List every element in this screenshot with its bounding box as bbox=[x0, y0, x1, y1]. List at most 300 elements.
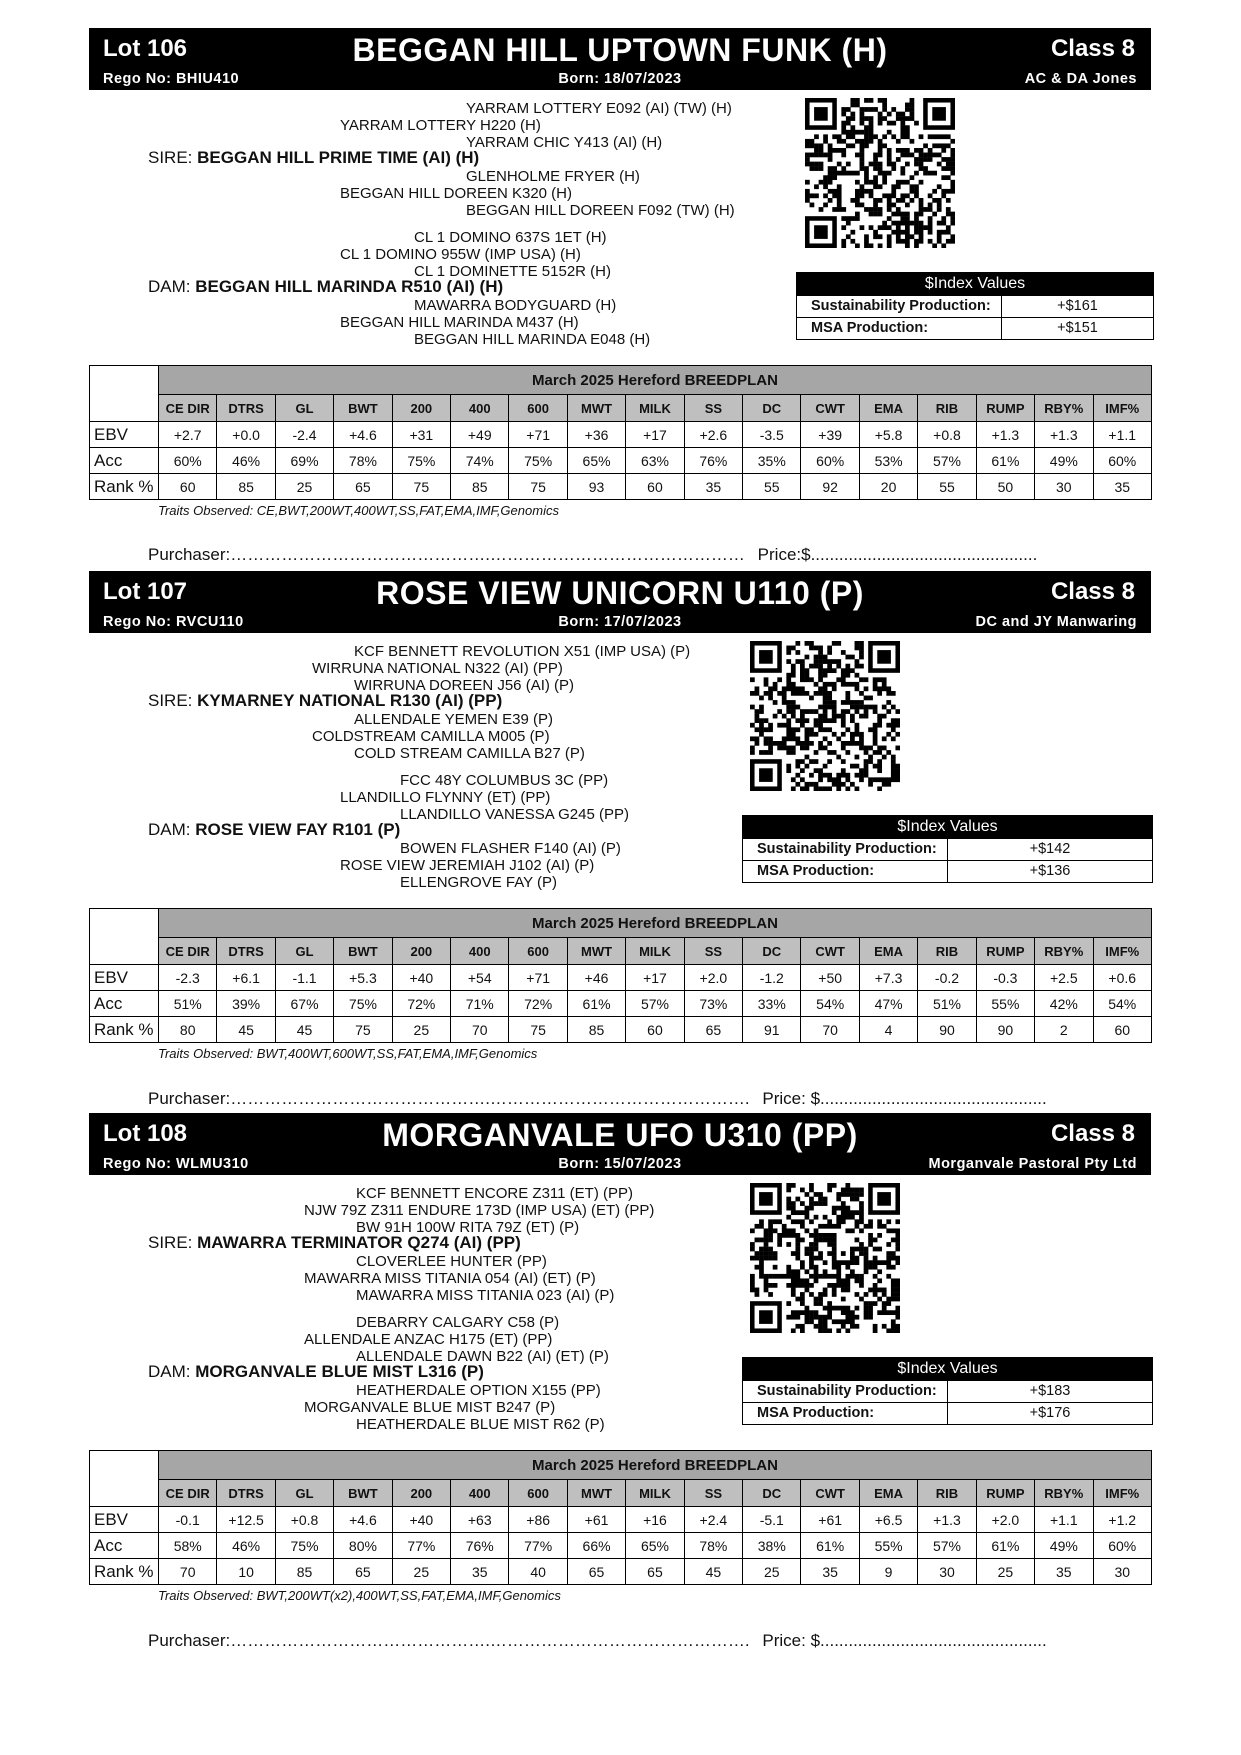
ebv-cell: +1.3 bbox=[918, 1507, 976, 1533]
acc-cell: 78% bbox=[684, 1533, 742, 1559]
column-header: IMF% bbox=[1093, 1480, 1152, 1507]
pedigree-sire-sire-sire: KCF BENNETT REVOLUTION X51 (IMP USA) (P) bbox=[354, 643, 691, 660]
column-header: SS bbox=[684, 938, 742, 965]
pedigree-dam-sire-dam: ALLENDALE DAWN B22 (AI) (ET) (P) bbox=[356, 1348, 609, 1365]
ebv-cell: +39 bbox=[801, 422, 859, 448]
rank-cell: 25 bbox=[275, 474, 333, 500]
row-ebv bbox=[90, 965, 1152, 991]
row-label: EBV bbox=[90, 1507, 159, 1533]
column-header: IMF% bbox=[1093, 395, 1152, 422]
rank-cell: 92 bbox=[801, 474, 859, 500]
acc-cell: 67% bbox=[275, 991, 333, 1017]
lot-card bbox=[0, 1113, 1241, 1661]
acc-cell: 65% bbox=[626, 1533, 684, 1559]
acc-cell: 80% bbox=[334, 1533, 392, 1559]
ebv-cell: +0.8 bbox=[275, 1507, 333, 1533]
rank-cell: 30 bbox=[1035, 474, 1093, 500]
ebv-cell: +54 bbox=[451, 965, 509, 991]
breedplan-title: March 2025 Hereford BREEDPLAN bbox=[159, 909, 1152, 938]
rank-cell: 10 bbox=[217, 1559, 275, 1585]
rank-cell: 30 bbox=[1093, 1559, 1152, 1585]
rank-cell: 60 bbox=[626, 1017, 684, 1043]
index-label: MSA Production: bbox=[743, 861, 948, 882]
acc-cell: 47% bbox=[859, 991, 917, 1017]
ebv-cell: +6.5 bbox=[859, 1507, 917, 1533]
row-label: Rank % bbox=[90, 474, 159, 500]
rank-cell: 85 bbox=[275, 1559, 333, 1585]
pedigree-sire-dam: COLDSTREAM CAMILLA M005 (P) bbox=[312, 728, 550, 745]
sire-name: BEGGAN HILL PRIME TIME (AI) (H) bbox=[197, 148, 480, 167]
pedigree-dam-dam: BEGGAN HILL MARINDA M437 (H) bbox=[340, 314, 579, 331]
ebv-cell: +0.8 bbox=[918, 422, 976, 448]
ebv-cell: +2.0 bbox=[684, 965, 742, 991]
ebv-cell: -2.4 bbox=[275, 422, 333, 448]
rank-cell: 9 bbox=[859, 1559, 917, 1585]
index-row-msa bbox=[743, 1402, 1152, 1424]
acc-cell: 51% bbox=[918, 991, 976, 1017]
ebv-cell: +2.5 bbox=[1035, 965, 1093, 991]
acc-cell: 60% bbox=[1093, 448, 1152, 474]
pedigree-sire bbox=[148, 149, 479, 166]
index-label: Sustainability Production: bbox=[743, 839, 948, 860]
breedplan-table bbox=[89, 1450, 1152, 1585]
rank-cell: 85 bbox=[567, 1017, 625, 1043]
ebv-cell: +2.7 bbox=[159, 422, 217, 448]
column-header: DTRS bbox=[217, 1480, 275, 1507]
ebv-cell: +16 bbox=[626, 1507, 684, 1533]
column-header: RIB bbox=[918, 1480, 976, 1507]
acc-cell: 57% bbox=[626, 991, 684, 1017]
pedigree-dam-sire-sire: FCC 48Y COLUMBUS 3C (PP) bbox=[400, 772, 609, 789]
row-label: EBV bbox=[90, 422, 159, 448]
pedigree-sire-dam-dam: BEGGAN HILL DOREEN F092 (TW) (H) bbox=[466, 202, 735, 219]
acc-cell: 49% bbox=[1035, 448, 1093, 474]
column-header: 400 bbox=[451, 1480, 509, 1507]
acc-cell: 46% bbox=[217, 448, 275, 474]
table-corner bbox=[90, 909, 159, 965]
acc-cell: 57% bbox=[918, 448, 976, 474]
acc-cell: 60% bbox=[159, 448, 217, 474]
pedigree-dam bbox=[148, 821, 400, 838]
rank-cell: 55 bbox=[743, 474, 801, 500]
price-field[interactable]: Price: $................................................ bbox=[762, 1631, 1047, 1650]
row-label: EBV bbox=[90, 965, 159, 991]
column-header: EMA bbox=[859, 938, 917, 965]
rank-cell: 75 bbox=[392, 474, 450, 500]
lot-number: Lot 106 bbox=[103, 35, 188, 62]
rego-number: Rego No: BHIU410 bbox=[103, 71, 240, 87]
ebv-cell: +71 bbox=[509, 965, 567, 991]
rank-cell: 35 bbox=[1035, 1559, 1093, 1585]
rank-cell: 40 bbox=[509, 1559, 567, 1585]
rank-cell: 70 bbox=[451, 1017, 509, 1043]
index-row-sustainability bbox=[743, 838, 1152, 860]
rank-cell: 60 bbox=[159, 474, 217, 500]
ebv-cell: +4.6 bbox=[334, 422, 392, 448]
acc-cell: 61% bbox=[567, 991, 625, 1017]
dam-name: ROSE VIEW FAY R101 (P) bbox=[195, 820, 401, 839]
column-header: 400 bbox=[451, 395, 509, 422]
rank-cell: 25 bbox=[392, 1559, 450, 1585]
class-label: Class 8 bbox=[1050, 578, 1135, 605]
dam-name: BEGGAN HILL MARINDA R510 (AI) (H) bbox=[195, 277, 504, 296]
pedigree-sire-sire-sire: YARRAM LOTTERY E092 (AI) (TW) (H) bbox=[466, 100, 732, 117]
row-rank bbox=[90, 1017, 1152, 1043]
ebv-cell: -3.5 bbox=[743, 422, 801, 448]
acc-cell: 76% bbox=[684, 448, 742, 474]
class-label: Class 8 bbox=[1050, 35, 1135, 62]
column-header: MILK bbox=[626, 938, 684, 965]
rank-cell: 25 bbox=[743, 1559, 801, 1585]
pedigree-sire-sire: WIRRUNA NATIONAL N322 (AI) (PP) bbox=[312, 660, 563, 677]
pedigree-sire-dam-sire: CLOVERLEE HUNTER (PP) bbox=[356, 1253, 547, 1270]
pedigree-sire-sire-dam: YARRAM CHIC Y413 (AI) (H) bbox=[466, 134, 663, 151]
lot-header bbox=[89, 1113, 1151, 1175]
acc-cell: 60% bbox=[1093, 1533, 1152, 1559]
acc-cell: 69% bbox=[275, 448, 333, 474]
rank-cell: 50 bbox=[976, 474, 1034, 500]
index-title: $Index Values bbox=[743, 1358, 1152, 1380]
pedigree-dam-sire-sire: DEBARRY CALGARY C58 (P) bbox=[356, 1314, 560, 1331]
column-header: DC bbox=[743, 938, 801, 965]
rank-cell: 85 bbox=[217, 474, 275, 500]
rank-cell: 45 bbox=[684, 1559, 742, 1585]
column-header: 600 bbox=[509, 395, 567, 422]
lot-number: Lot 108 bbox=[103, 1120, 188, 1147]
ebv-cell: +49 bbox=[451, 422, 509, 448]
ebv-cell: +86 bbox=[509, 1507, 567, 1533]
rank-cell: 20 bbox=[859, 474, 917, 500]
ebv-cell: +17 bbox=[626, 965, 684, 991]
pedigree-sire bbox=[148, 1234, 521, 1251]
column-header: DC bbox=[743, 1480, 801, 1507]
row-label: Acc bbox=[90, 1533, 159, 1559]
pedigree-dam-sire-dam: LLANDILLO VANESSA G245 (PP) bbox=[400, 806, 629, 823]
rank-cell: 35 bbox=[1093, 474, 1152, 500]
index-value: +$151 bbox=[1057, 320, 1098, 336]
row-rank bbox=[90, 1559, 1152, 1585]
pedigree-sire-dam-sire: GLENHOLME FRYER (H) bbox=[466, 168, 640, 185]
acc-cell: 49% bbox=[1035, 1533, 1093, 1559]
rank-cell: 35 bbox=[684, 474, 742, 500]
rank-cell: 60 bbox=[1093, 1017, 1152, 1043]
index-label: MSA Production: bbox=[797, 318, 1002, 339]
pedigree-sire-sire: YARRAM LOTTERY H220 (H) bbox=[340, 117, 541, 134]
acc-cell: 51% bbox=[159, 991, 217, 1017]
column-header: RUMP bbox=[976, 395, 1034, 422]
owner-name: Morganvale Pastoral Pty Ltd bbox=[928, 1156, 1137, 1172]
index-title: $Index Values bbox=[743, 816, 1152, 838]
acc-cell: 72% bbox=[509, 991, 567, 1017]
breedplan-title: March 2025 Hereford BREEDPLAN bbox=[159, 366, 1152, 395]
pedigree-sire-dam-sire: ALLENDALE YEMEN E39 (P) bbox=[354, 711, 553, 728]
ebv-cell: +0.0 bbox=[217, 422, 275, 448]
acc-cell: 74% bbox=[451, 448, 509, 474]
ebv-cell: +2.4 bbox=[684, 1507, 742, 1533]
pedigree-sire-sire-dam: WIRRUNA DOREEN J56 (AI) (P) bbox=[354, 677, 575, 694]
rank-cell: 30 bbox=[918, 1559, 976, 1585]
rank-cell: 35 bbox=[451, 1559, 509, 1585]
purchaser-field[interactable]: Purchaser:……………………………………….………………………………………. bbox=[148, 1089, 750, 1108]
rank-cell: 25 bbox=[392, 1017, 450, 1043]
pedigree-sire-sire-dam: BW 91H 100W RITA 79Z (ET) (P) bbox=[356, 1219, 580, 1236]
index-value: +$142 bbox=[1029, 841, 1071, 857]
acc-cell: 55% bbox=[859, 1533, 917, 1559]
price-field[interactable]: Price: $................................................ bbox=[762, 1089, 1047, 1108]
rank-cell: 93 bbox=[567, 474, 625, 500]
column-header: RBY% bbox=[1035, 395, 1093, 422]
index-values-box bbox=[742, 1357, 1153, 1425]
index-label: Sustainability Production: bbox=[797, 296, 1002, 317]
pedigree-dam-dam-dam: ELLENGROVE FAY (P) bbox=[400, 874, 557, 891]
purchaser-field[interactable]: Purchaser:……………………………………….……………………………………… bbox=[148, 545, 745, 564]
ebv-cell: +4.6 bbox=[334, 1507, 392, 1533]
rank-cell: 65 bbox=[684, 1017, 742, 1043]
rank-cell: 55 bbox=[918, 474, 976, 500]
pedigree-dam-sire: ALLENDALE ANZAC H175 (ET) (PP) bbox=[304, 1331, 553, 1348]
row-label: Acc bbox=[90, 448, 159, 474]
rank-cell: 4 bbox=[859, 1017, 917, 1043]
acc-cell: 55% bbox=[976, 991, 1034, 1017]
rank-cell: 45 bbox=[217, 1017, 275, 1043]
column-header: RUMP bbox=[976, 1480, 1034, 1507]
acc-cell: 46% bbox=[217, 1533, 275, 1559]
row-acc bbox=[90, 448, 1152, 474]
acc-cell: 77% bbox=[509, 1533, 567, 1559]
acc-cell: 35% bbox=[743, 448, 801, 474]
column-header: RBY% bbox=[1035, 938, 1093, 965]
column-header: GL bbox=[275, 395, 333, 422]
acc-cell: 57% bbox=[918, 1533, 976, 1559]
ebv-cell: +7.3 bbox=[859, 965, 917, 991]
column-header: EMA bbox=[859, 395, 917, 422]
ebv-cell: +17 bbox=[626, 422, 684, 448]
ebv-cell: -5.1 bbox=[743, 1507, 801, 1533]
ebv-cell: +31 bbox=[392, 422, 450, 448]
breedplan-title: March 2025 Hereford BREEDPLAN bbox=[159, 1451, 1152, 1480]
pedigree-sire-sire-sire: KCF BENNETT ENCORE Z311 (ET) (PP) bbox=[356, 1185, 633, 1202]
index-value: +$176 bbox=[1029, 1405, 1071, 1421]
acc-cell: 63% bbox=[626, 448, 684, 474]
dam-prefix: DAM: bbox=[148, 820, 191, 839]
column-header: RIB bbox=[918, 938, 976, 965]
acc-cell: 33% bbox=[743, 991, 801, 1017]
rank-cell: 70 bbox=[159, 1559, 217, 1585]
acc-cell: 73% bbox=[684, 991, 742, 1017]
acc-cell: 60% bbox=[801, 448, 859, 474]
table-corner bbox=[90, 366, 159, 422]
index-values-box bbox=[742, 815, 1153, 883]
acc-cell: 77% bbox=[392, 1533, 450, 1559]
rank-cell: 90 bbox=[918, 1017, 976, 1043]
ebv-cell: +63 bbox=[451, 1507, 509, 1533]
column-header: DTRS bbox=[217, 395, 275, 422]
column-header: RIB bbox=[918, 395, 976, 422]
column-header: CE DIR bbox=[159, 1480, 217, 1507]
purchaser-line bbox=[148, 545, 1037, 565]
column-header: MILK bbox=[626, 1480, 684, 1507]
pedigree-dam bbox=[148, 1363, 484, 1380]
qr-code[interactable] bbox=[750, 1183, 900, 1333]
pedigree-dam-sire: LLANDILLO FLYNNY (ET) (PP) bbox=[340, 789, 551, 806]
pedigree-dam bbox=[148, 278, 503, 295]
acc-cell: 65% bbox=[567, 448, 625, 474]
ebv-cell: +36 bbox=[567, 422, 625, 448]
column-header: IMF% bbox=[1093, 938, 1152, 965]
ebv-cell: +5.8 bbox=[859, 422, 917, 448]
rank-cell: 60 bbox=[626, 474, 684, 500]
birth-date: Born: 15/07/2023 bbox=[558, 1156, 682, 1172]
column-header: GL bbox=[275, 938, 333, 965]
ebv-cell: +1.1 bbox=[1093, 422, 1152, 448]
column-header: MILK bbox=[626, 395, 684, 422]
column-header: CWT bbox=[801, 1480, 859, 1507]
class-label: Class 8 bbox=[1050, 1120, 1135, 1147]
ebv-cell: +1.1 bbox=[1035, 1507, 1093, 1533]
ebv-cell: -0.1 bbox=[159, 1507, 217, 1533]
column-header: SS bbox=[684, 1480, 742, 1507]
index-label: Sustainability Production: bbox=[743, 1381, 948, 1402]
ebv-cell: -0.2 bbox=[918, 965, 976, 991]
ebv-cell: +12.5 bbox=[217, 1507, 275, 1533]
index-title: $Index Values bbox=[797, 273, 1153, 295]
dam-name: MORGANVALE BLUE MIST L316 (P) bbox=[195, 1362, 484, 1381]
purchaser-field[interactable]: Purchaser:……………………………………….………………………………………. bbox=[148, 1631, 750, 1650]
ebv-cell: +1.3 bbox=[1035, 422, 1093, 448]
pedigree-dam-dam-sire: HEATHERDALE OPTION X155 (PP) bbox=[356, 1382, 601, 1399]
pedigree-sire-dam-dam: COLD STREAM CAMILLA B27 (P) bbox=[354, 745, 585, 762]
rank-cell: 75 bbox=[334, 1017, 392, 1043]
breedplan-table bbox=[89, 365, 1152, 500]
column-header: BWT bbox=[334, 938, 392, 965]
dam-prefix: DAM: bbox=[148, 1362, 191, 1381]
acc-cell: 66% bbox=[567, 1533, 625, 1559]
pedigree-sire bbox=[148, 692, 502, 709]
rego-number: Rego No: RVCU110 bbox=[103, 614, 244, 630]
purchaser-line bbox=[148, 1089, 1047, 1109]
pedigree-dam-dam: ROSE VIEW JEREMIAH J102 (AI) (P) bbox=[340, 857, 595, 874]
column-header: MWT bbox=[567, 1480, 625, 1507]
index-row-sustainability bbox=[797, 295, 1153, 317]
rank-cell: 35 bbox=[801, 1559, 859, 1585]
column-header: DTRS bbox=[217, 938, 275, 965]
ebv-cell: +1.2 bbox=[1093, 1507, 1152, 1533]
rank-cell: 70 bbox=[801, 1017, 859, 1043]
traits-observed: Traits Observed: CE,BWT,200WT,400WT,SS,FAT,EMA,IMF,Genomics bbox=[158, 503, 559, 518]
column-header: DC bbox=[743, 395, 801, 422]
column-header: GL bbox=[275, 1480, 333, 1507]
column-header: 200 bbox=[392, 1480, 450, 1507]
sire-name: KYMARNEY NATIONAL R130 (AI) (PP) bbox=[197, 691, 503, 710]
ebv-cell: +46 bbox=[567, 965, 625, 991]
pedigree-dam-dam-dam: HEATHERDALE BLUE MIST R62 (P) bbox=[356, 1416, 605, 1433]
pedigree-sire-dam: BEGGAN HILL DOREEN K320 (H) bbox=[340, 185, 573, 202]
ebv-cell: -1.1 bbox=[275, 965, 333, 991]
index-row-sustainability bbox=[743, 1380, 1152, 1402]
column-header: RBY% bbox=[1035, 1480, 1093, 1507]
acc-cell: 72% bbox=[392, 991, 450, 1017]
acc-cell: 61% bbox=[976, 448, 1034, 474]
rank-cell: 75 bbox=[509, 1017, 567, 1043]
dam-prefix: DAM: bbox=[148, 277, 191, 296]
index-row-msa bbox=[743, 860, 1152, 882]
acc-cell: 54% bbox=[1093, 991, 1152, 1017]
index-value: +$183 bbox=[1029, 1383, 1071, 1399]
column-header: MWT bbox=[567, 938, 625, 965]
sire-prefix: SIRE: bbox=[148, 691, 193, 710]
acc-cell: 75% bbox=[334, 991, 392, 1017]
pedigree-dam-dam: MORGANVALE BLUE MIST B247 (P) bbox=[304, 1399, 556, 1416]
acc-cell: 61% bbox=[976, 1533, 1034, 1559]
column-header: EMA bbox=[859, 1480, 917, 1507]
table-corner bbox=[90, 1451, 159, 1507]
row-acc bbox=[90, 991, 1152, 1017]
ebv-cell: +2.0 bbox=[976, 1507, 1034, 1533]
rank-cell: 65 bbox=[626, 1559, 684, 1585]
birth-date: Born: 17/07/2023 bbox=[558, 614, 682, 630]
ebv-cell: +61 bbox=[567, 1507, 625, 1533]
column-header: SS bbox=[684, 395, 742, 422]
traits-observed: Traits Observed: BWT,200WT(x2),400WT,SS,FAT,EMA,IMF,Genomics bbox=[158, 1588, 561, 1603]
index-row-msa bbox=[797, 317, 1153, 339]
lot-card bbox=[0, 28, 1241, 576]
price-field[interactable]: Price:$................................................ bbox=[757, 545, 1038, 564]
column-header: 200 bbox=[392, 938, 450, 965]
traits-observed: Traits Observed: BWT,400WT,600WT,SS,FAT,EMA,IMF,Genomics bbox=[158, 1046, 538, 1061]
acc-cell: 53% bbox=[859, 448, 917, 474]
row-rank bbox=[90, 474, 1152, 500]
animal-name: BEGGAN HILL UPTOWN FUNK (H) bbox=[352, 32, 888, 68]
column-header: 200 bbox=[392, 395, 450, 422]
column-header: RUMP bbox=[976, 938, 1034, 965]
rank-cell: 91 bbox=[743, 1017, 801, 1043]
qr-code[interactable] bbox=[750, 641, 900, 791]
acc-cell: 76% bbox=[451, 1533, 509, 1559]
index-values-box bbox=[796, 272, 1154, 340]
ebv-cell: +6.1 bbox=[217, 965, 275, 991]
column-header: MWT bbox=[567, 395, 625, 422]
column-header: CWT bbox=[801, 938, 859, 965]
row-label: Rank % bbox=[90, 1017, 159, 1043]
row-label: Acc bbox=[90, 991, 159, 1017]
column-header: CE DIR bbox=[159, 938, 217, 965]
acc-cell: 75% bbox=[275, 1533, 333, 1559]
sire-prefix: SIRE: bbox=[148, 1233, 193, 1252]
pedigree-dam-sire-dam: CL 1 DOMINETTE 5152R (H) bbox=[414, 263, 611, 280]
lot-header bbox=[89, 28, 1151, 90]
ebv-cell: -1.2 bbox=[743, 965, 801, 991]
acc-cell: 58% bbox=[159, 1533, 217, 1559]
acc-cell: 75% bbox=[509, 448, 567, 474]
column-header: BWT bbox=[334, 1480, 392, 1507]
row-ebv bbox=[90, 1507, 1152, 1533]
rank-cell: 2 bbox=[1035, 1017, 1093, 1043]
ebv-cell: -2.3 bbox=[159, 965, 217, 991]
row-acc bbox=[90, 1533, 1152, 1559]
ebv-cell: +71 bbox=[509, 422, 567, 448]
purchaser-line bbox=[148, 1631, 1047, 1651]
ebv-cell: +1.3 bbox=[976, 422, 1034, 448]
sire-name: MAWARRA TERMINATOR Q274 (AI) (PP) bbox=[197, 1233, 521, 1252]
rego-number: Rego No: WLMU310 bbox=[103, 1156, 249, 1172]
owner-name: DC and JY Manwaring bbox=[975, 614, 1137, 630]
rank-cell: 75 bbox=[509, 474, 567, 500]
column-header: BWT bbox=[334, 395, 392, 422]
animal-name: ROSE VIEW UNICORN U110 (P) bbox=[376, 575, 864, 611]
breedplan-table bbox=[89, 908, 1152, 1043]
qr-code[interactable] bbox=[805, 98, 955, 248]
pedigree-sire-dam: MAWARRA MISS TITANIA 054 (AI) (ET) (P) bbox=[304, 1270, 596, 1287]
